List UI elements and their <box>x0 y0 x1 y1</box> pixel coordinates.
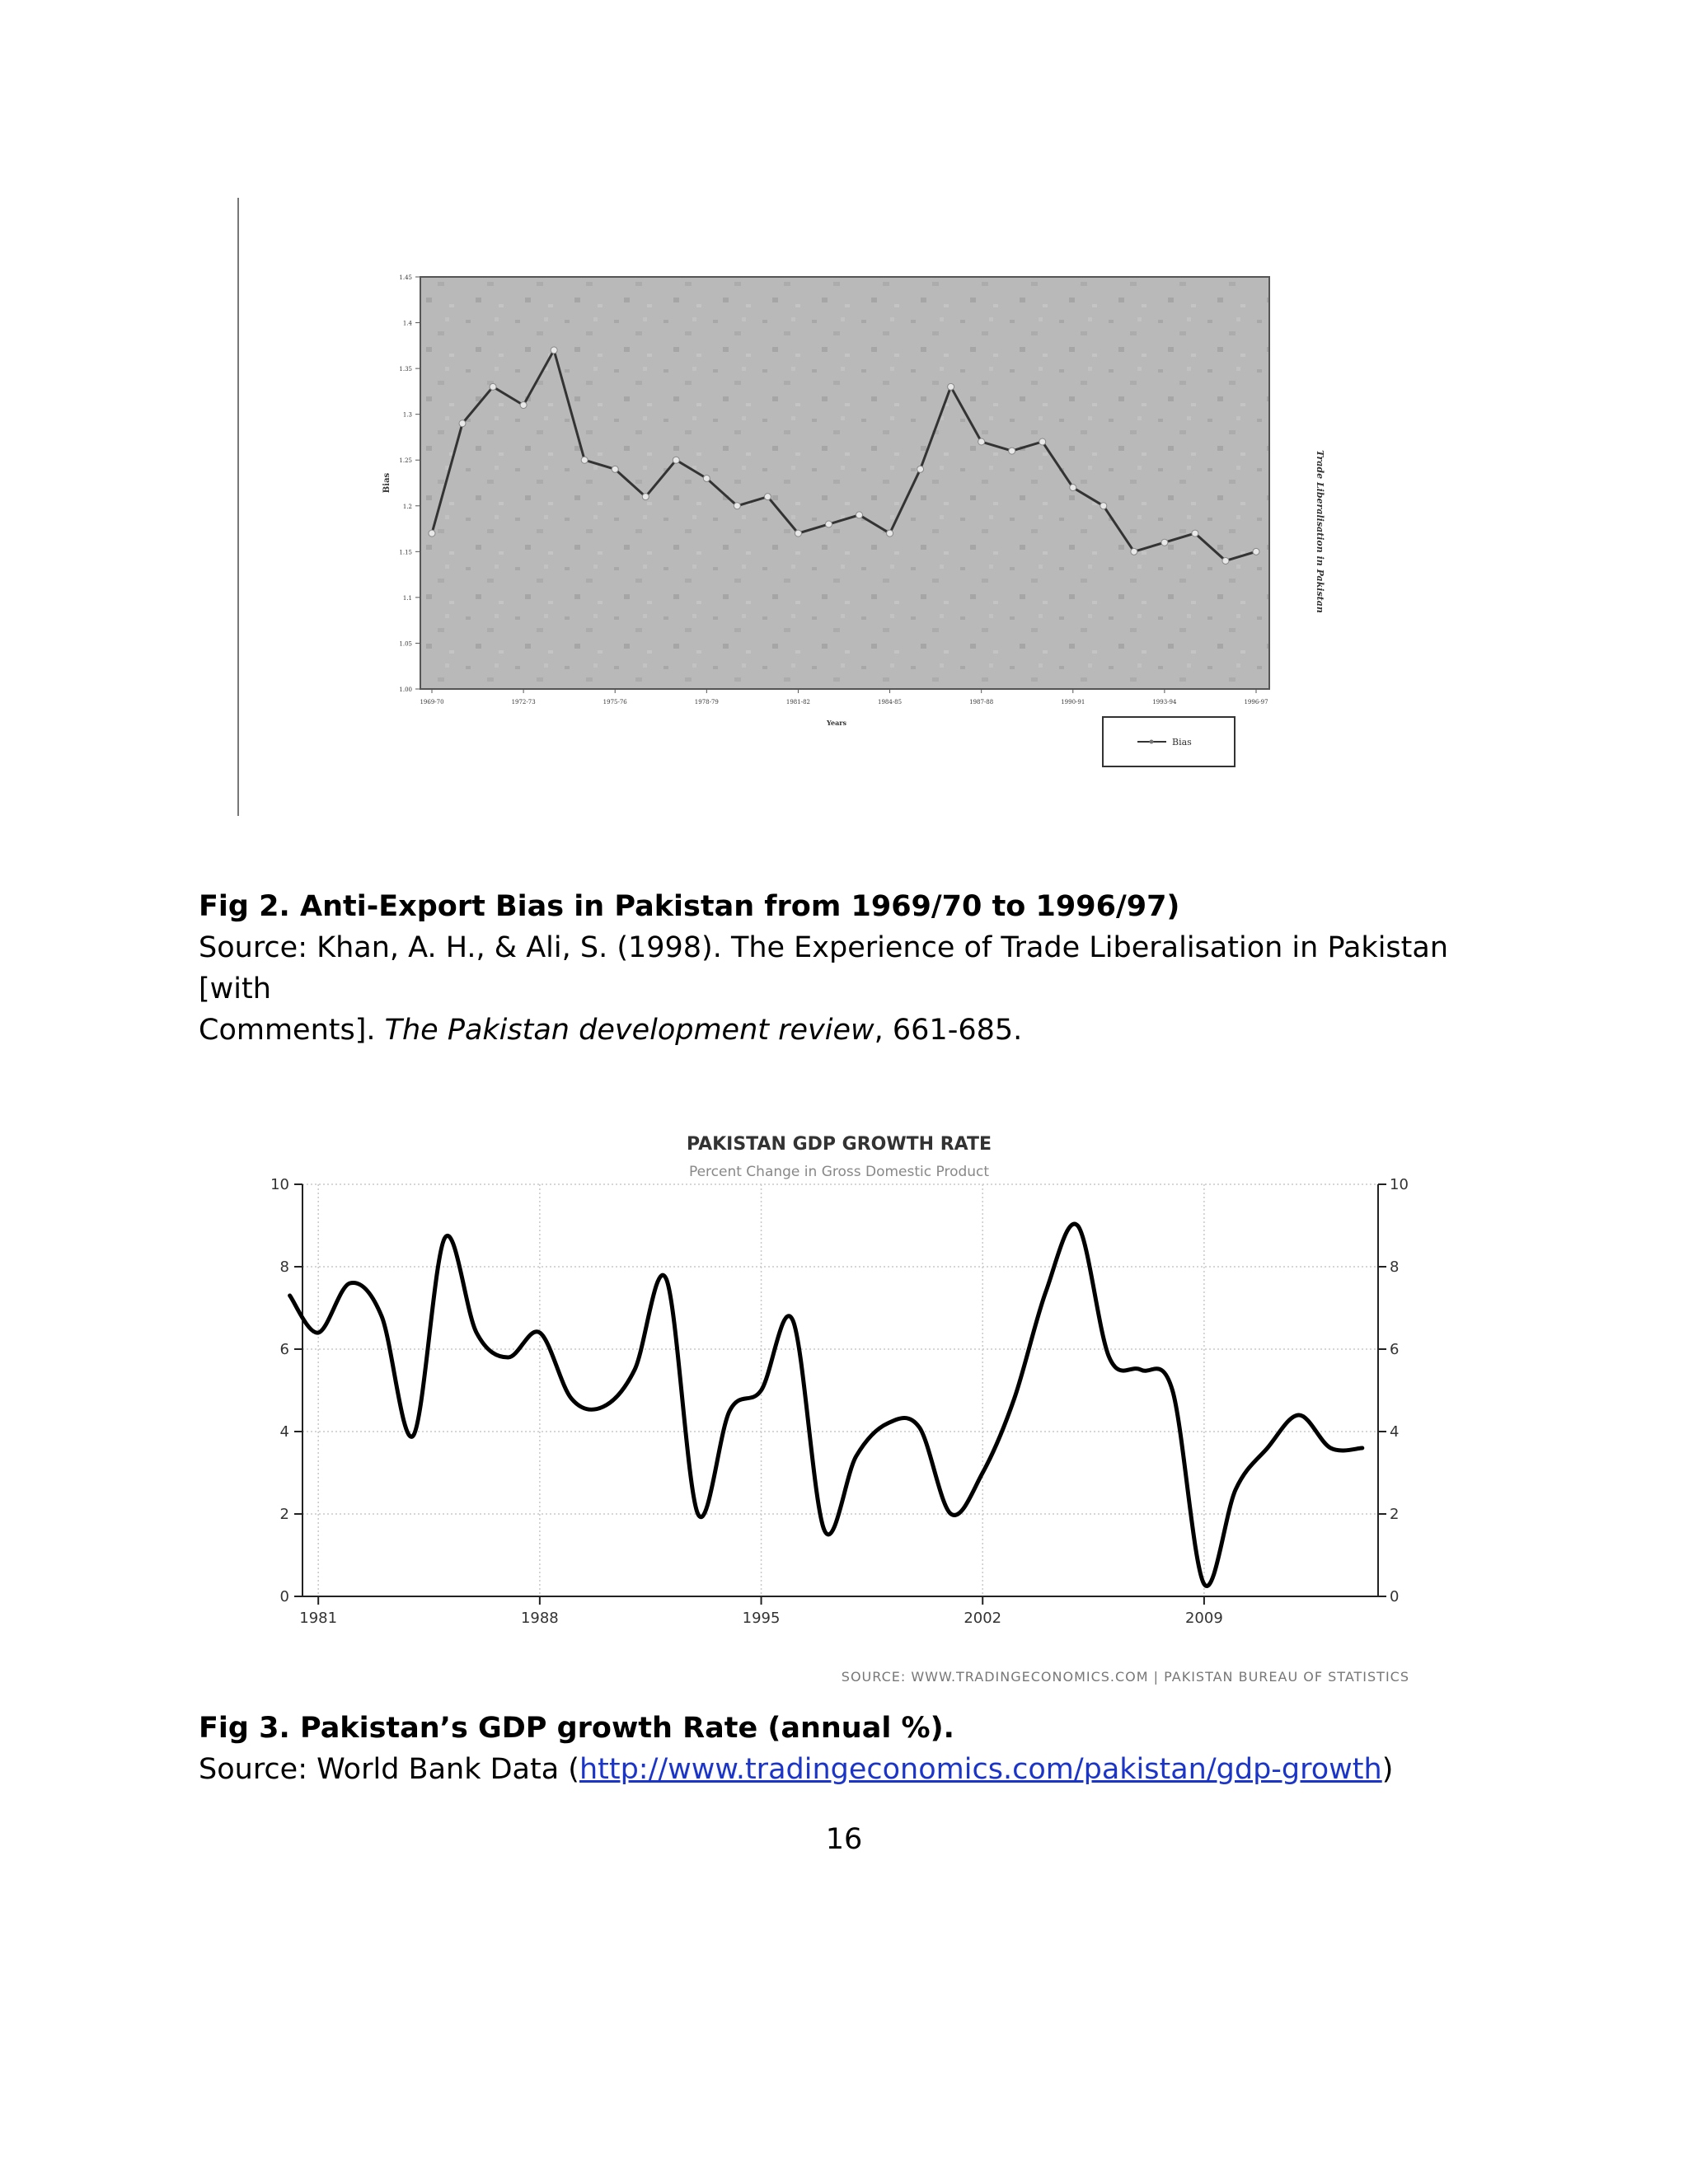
data-point <box>642 494 649 500</box>
x-tick-label: 1995 <box>742 1610 781 1627</box>
y-tick-label: 1.3 <box>402 411 412 419</box>
y-axis-label: Bias <box>382 472 392 494</box>
y-tick-label: 1.00 <box>399 687 412 693</box>
fig3-chart <box>247 1125 1442 1685</box>
y-tick-label-right: 0 <box>1390 1588 1400 1605</box>
y-tick-label-right: 6 <box>1390 1341 1400 1358</box>
legend-label-bias: Bias <box>1172 737 1192 748</box>
data-point <box>795 530 801 537</box>
y-tick-label-right: 10 <box>1390 1176 1409 1193</box>
chart-title: PAKISTAN GDP GROWTH RATE <box>686 1134 992 1155</box>
x-tick-label: 1996-97 <box>1244 699 1268 705</box>
fig3-caption <box>199 1708 1517 1790</box>
page-number: 16 <box>825 1823 863 1856</box>
y-tick-label-right: 2 <box>1390 1506 1400 1523</box>
data-point <box>1070 485 1076 491</box>
y-tick-label-left: 0 <box>279 1588 289 1605</box>
y-tick-label: 1.45 <box>399 274 412 281</box>
data-point <box>429 530 435 537</box>
x-tick-label: 1972-73 <box>511 699 536 705</box>
fig3-source-pre: Source: World Bank Data ( <box>199 1753 579 1786</box>
data-point <box>978 438 985 445</box>
data-point <box>1009 448 1015 454</box>
margin-rule <box>237 198 239 816</box>
y-tick-label: 1.25 <box>399 457 412 465</box>
y-tick-label: 1.4 <box>402 320 412 327</box>
fig2-source-line1: Source: Khan, A. H., & Ali, S. (1998). The Experience of Trade Liberalisation in Pakistan [with <box>199 931 1449 1005</box>
fig2-chart <box>363 264 1343 775</box>
data-point <box>887 530 893 537</box>
data-point <box>1222 557 1229 564</box>
x-tick-label: 1984-85 <box>878 699 903 705</box>
data-point <box>917 466 924 472</box>
data-point <box>490 383 496 390</box>
x-tick-label: 1981-82 <box>785 699 810 705</box>
data-point <box>551 347 557 354</box>
y-tick-label: 1.15 <box>399 549 412 556</box>
y-tick-label: 1.2 <box>402 503 412 510</box>
data-point <box>1039 438 1046 445</box>
x-tick-label: 1987-88 <box>969 699 994 705</box>
y-tick-label-right: 4 <box>1390 1423 1400 1441</box>
x-tick-label: 1981 <box>299 1610 338 1627</box>
legend <box>1103 717 1235 766</box>
x-tick-label: 1990-91 <box>1061 699 1085 705</box>
data-point <box>612 466 618 472</box>
data-point <box>856 512 863 518</box>
y-tick-label: 1.05 <box>399 640 412 648</box>
fig3-caption-title: Fig 3. Pakistan’s GDP growth Rate (annual %). <box>199 1712 954 1745</box>
source-note: SOURCE: WWW.TRADINGECONOMICS.COM | PAKISTAN BUREAU OF STATISTICS <box>841 1669 1409 1685</box>
data-point <box>520 402 527 409</box>
source-link[interactable]: http://www.tradingeconomics.com/pakistan/gdp-growth <box>579 1753 1382 1786</box>
data-point <box>673 457 679 463</box>
data-point <box>1253 548 1259 555</box>
data-point <box>1161 539 1168 546</box>
data-point <box>1192 530 1198 537</box>
y-tick-label-left: 6 <box>279 1341 289 1358</box>
y-tick-label-left: 10 <box>270 1176 289 1193</box>
data-point <box>581 457 588 463</box>
data-point <box>734 503 740 509</box>
x-tick-label: 2002 <box>964 1610 1002 1627</box>
data-point <box>703 475 710 481</box>
x-tick-label: 1988 <box>520 1610 559 1627</box>
data-point <box>1100 503 1107 509</box>
y-tick-label-left: 2 <box>279 1506 289 1523</box>
data-point <box>1131 548 1137 555</box>
side-title: Trade Liberalisation in Pakistan <box>1315 450 1325 613</box>
fig2-caption-title: Fig 2. Anti-Export Bias in Pakistan from 1969/70 to 1996/97) <box>199 890 1180 923</box>
chart-subtitle: Percent Change in Gross Domestic Product <box>688 1164 990 1180</box>
x-axis-label: Years <box>826 719 847 727</box>
data-point <box>825 521 832 527</box>
fig2-journal: The Pakistan development review <box>384 1014 874 1047</box>
x-tick-label: 1993-94 <box>1152 699 1177 705</box>
y-tick-label-left: 4 <box>279 1423 289 1441</box>
gdp-series-line <box>290 1224 1362 1586</box>
data-point <box>764 494 771 500</box>
fig3-source-post: ) <box>1381 1753 1394 1786</box>
y-tick-label: 1.1 <box>402 594 412 602</box>
fig2-caption <box>199 886 1517 1051</box>
plot-area <box>420 277 1269 689</box>
fig2-source-line2-post: , 661-685. <box>874 1014 1023 1047</box>
data-point <box>948 383 954 390</box>
y-tick-label: 1.35 <box>399 366 412 373</box>
y-tick-label-right: 8 <box>1390 1258 1400 1276</box>
x-tick-label: 1978-79 <box>694 699 719 705</box>
y-tick-label-left: 8 <box>279 1258 289 1276</box>
data-point <box>459 420 466 427</box>
x-tick-label: 2009 <box>1184 1610 1223 1627</box>
fig2-source-line2-pre: Comments]. <box>199 1014 385 1047</box>
x-tick-label: 1975-76 <box>603 699 627 705</box>
x-tick-label: 1969-70 <box>420 699 444 705</box>
